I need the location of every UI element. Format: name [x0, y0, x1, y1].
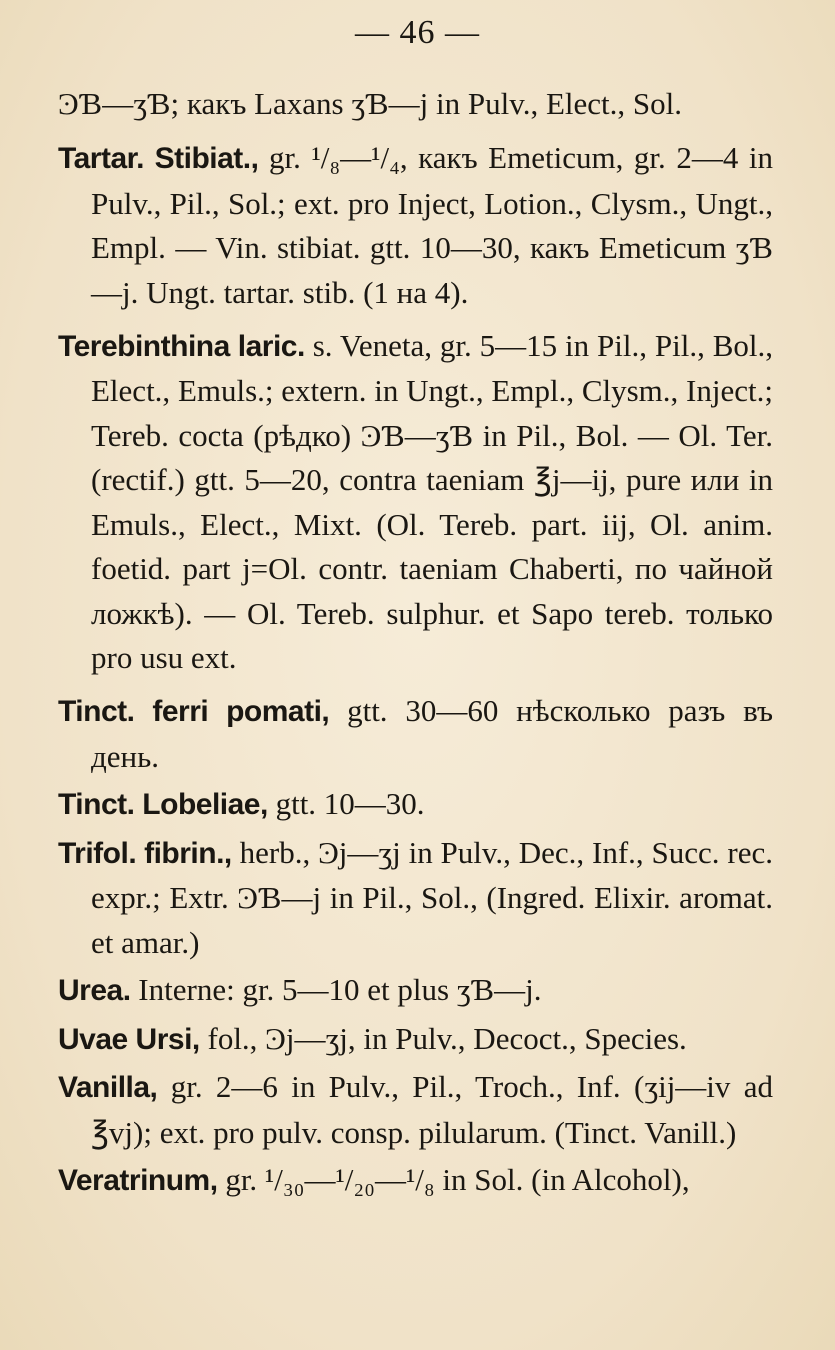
page-number: — 46 —	[355, 14, 480, 51]
entry-continuation	[58, 82, 773, 128]
entry-uvae-ursi	[58, 1017, 773, 1063]
entry-tartar-stibiat	[58, 136, 773, 315]
entry-head: Vanilla,	[58, 1071, 158, 1104]
entry-text: gr. ¹/₈—¹/₄, какъ Emeticum, gr. 2—4 in Pulv., Pil., Sol.; ext. pro Inject, Lotion., Clysm., Ungt., Empl. — Vin. stibiat. gtt. 10—30, какъ Emeticum ʒƁ—j. Ungt. tartar. stib. (1 на 4).	[91, 140, 773, 310]
entry-text: s. Veneta, gr. 5—15 in Pil., Pil., Bol., Elect., Emuls.; extern. in Ungt., Empl., Clysm., Inject.; Tereb. cocta (рѣдко) ϿƁ—ʒƁ in Pil., Bol. — Ol. Ter. (rectif.) gtt. 5—20, contra taeniam ℥j—ij, pure или in Emuls., Elect., Mixt. (Ol. Tereb. part. iij, Ol. anim. foetid. part j=Ol. contr. taeniam Chaberti, по чайной ложкѣ). — Ol. Tereb. sulphur. et Sapo tereb. только pro usu ext.	[91, 327, 774, 675]
entry-text: fol., Ͽj—ʒj, in Pulv., Decoct., Species.	[207, 1020, 687, 1056]
entry-list	[58, 82, 773, 1207]
entry-tinct-lobeliae	[58, 782, 773, 828]
entry-text: ϿƁ—ʒƁ; какъ Laxans ʒƁ—j in Pulv., Elect., Sol.	[58, 86, 683, 121]
entry-head: Trifol. fibrin.,	[58, 836, 232, 870]
entry-text: gtt. 10—30.	[275, 786, 425, 821]
entry-head: Terebinthina laric.	[58, 329, 305, 363]
entry-head: Tartar. Stibiat.,	[58, 142, 259, 175]
entry-vanilla	[58, 1065, 773, 1155]
entry-urea	[58, 968, 773, 1014]
entry-text: gr. 2—6 in Pulv., Pil., Troch., Inf. (ʒij—iv ad ℥vj); ext. pro pulv. consp. pilularum. (Tinct. Vanill.)	[91, 1069, 774, 1150]
entry-veratrinum	[58, 1158, 773, 1204]
entry-text: herb., Ͽj—ʒj in Pulv., Dec., Inf., Succ. rec. expr.; Extr. ϿƁ—j in Pil., Sol., (Ingred. Elixir. aromat. et amar.)	[91, 834, 773, 960]
entry-head: Uvae Ursi,	[58, 1022, 200, 1056]
entry-head: Tinct. Lobeliae,	[58, 788, 268, 821]
entry-head: Tinct. ferri pomati,	[58, 695, 330, 728]
entry-text: gtt. 30—60 нѣсколько разъ въ день.	[91, 693, 774, 774]
entry-head: Veratrinum,	[58, 1164, 218, 1197]
entry-text: gr. ¹/₃₀—¹/₂₀—¹/₈ in Sol. (in Alcohol),	[225, 1162, 690, 1197]
entry-terebinthina	[58, 324, 773, 681]
entry-head: Urea.	[58, 974, 131, 1007]
entry-tinct-ferri	[58, 689, 773, 779]
entry-trifol-fibrin	[58, 831, 773, 966]
entry-text: Interne: gr. 5—10 et plus ʒƁ—j.	[138, 972, 542, 1007]
